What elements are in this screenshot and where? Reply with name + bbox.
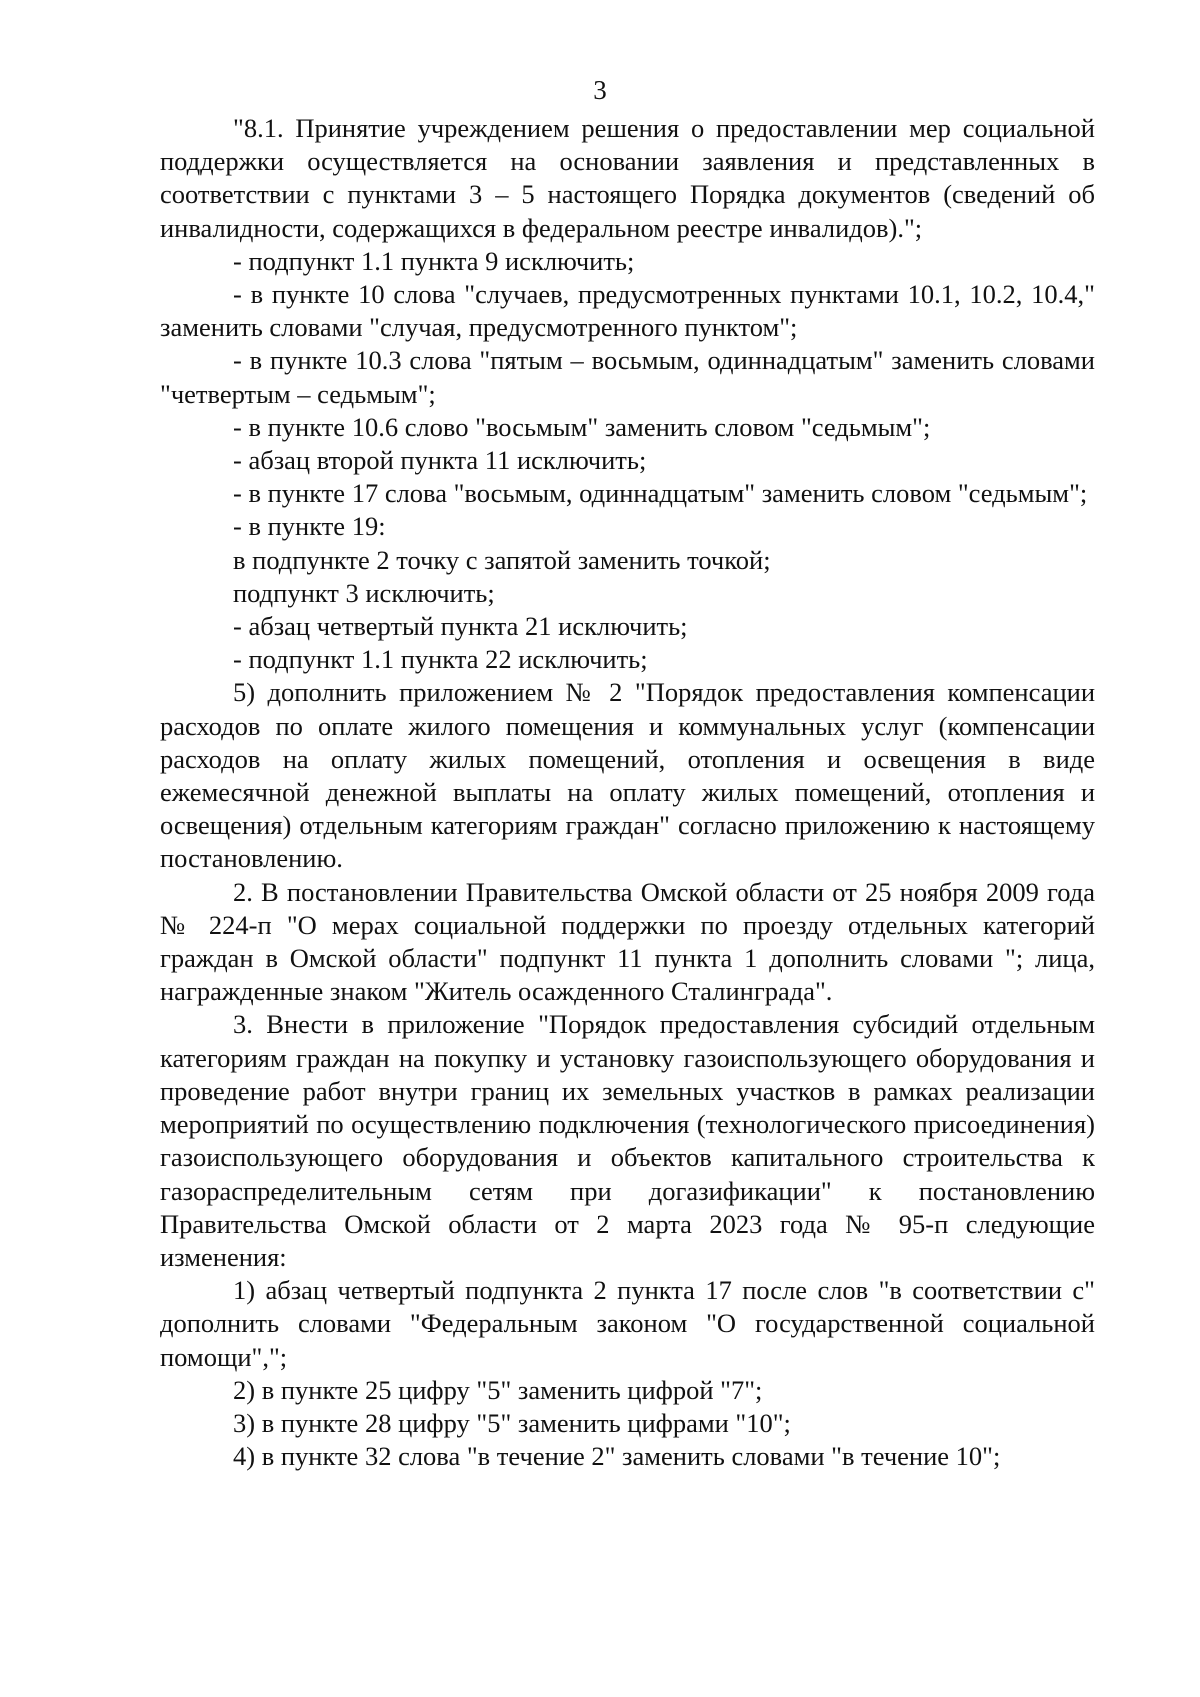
paragraph-item: - в пункте 19:	[233, 511, 386, 542]
paragraph-item: - в пункте 10.6 слово "восьмым" заменить словом "седьмым";	[233, 411, 931, 442]
paragraph-item: в подпункте 2 точку с запятой заменить точкой;	[233, 544, 771, 575]
paragraph-item: - в пункте 10.3 слова "пятым – восьмым, одиннадцатым" заменить словами "четвертым – седьмым";	[160, 345, 1095, 409]
document-body	[160, 112, 1095, 1473]
paragraph-item: - подпункт 1.1 пункта 9 исключить;	[233, 245, 635, 276]
paragraph-section-3: 3. Внести в приложение "Порядок предоставления субсидий отдельным категориям граждан на покупку и установку газоиспользующего оборудования и проведение работ внутри границ их земельных участков в рамках реализации мероприятий по осуществлению подключения (технологического присоединения) газоиспользующего оборудования и объектов капитального строительства к газораспределительным сетям при догазификации" к постановлению Правительства Омской области от 2 марта 2023 года № 95-п следующие изменения:	[160, 1009, 1095, 1272]
paragraph-item-1: 1) абзац четвертый подпункта 2 пункта 17 после слов "в соответствии с" дополнить словами "Федеральным законом "О государственной социальной помощи",";	[160, 1275, 1095, 1372]
paragraph-item-2: 2) в пункте 25 цифру "5" заменить цифрой "7";	[233, 1374, 763, 1405]
paragraph-item-5: 5) дополнить приложением № 2 "Порядок предоставления компенсации расходов по оплате жилого помещения и коммунальных услуг (компенсации расходов на оплату жилых помещений, отопления и освещения в виде ежемесячной денежной выплаты на оплату жилых помещений, отопления и освещения) отдельным категориям граждан" согласно приложению к настоящему постановлению.	[160, 677, 1095, 874]
paragraph-section-2: 2. В постановлении Правительства Омской области от 25 ноября 2009 года № 224-п "О мерах социальной поддержки по проезду отдельных категорий граждан в Омской области" подпункт 11 пункта 1 дополнить словами "; лица, награжденные знаком "Житель осажденного Сталинграда".	[160, 876, 1095, 1007]
paragraph-item-3: 3) в пункте 28 цифру "5" заменить цифрами "10";	[233, 1407, 791, 1438]
paragraph-item-4: 4) в пункте 32 слова "в течение 2" заменить словами "в течение 10";	[233, 1441, 1001, 1472]
paragraph-item: - абзац четвертый пункта 21 исключить;	[233, 611, 688, 642]
paragraph-item: - подпункт 1.1 пункта 22 исключить;	[233, 644, 648, 675]
paragraph-item: - в пункте 17 слова "восьмым, одиннадцатым" заменить словом "седьмым";	[233, 478, 1088, 509]
page-number: 3	[593, 75, 607, 105]
paragraph-item: подпункт 3 исключить;	[233, 577, 495, 608]
paragraph-8-1: "8.1. Принятие учреждением решения о предоставлении мер социальной поддержки осуществляется на основании заявления и представленных в соответствии с пунктами 3 – 5 настоящего Порядка документов (сведений об инвалидности, содержащихся в федеральном реестре инвалидов).";	[160, 113, 1095, 243]
paragraph-item: - абзац второй пункта 11 исключить;	[233, 445, 647, 476]
paragraph-item: - в пункте 10 слова "случаев, предусмотренных пунктами 10.1, 10.2, 10.4," заменить словами "случая, предусмотренного пунктом";	[160, 279, 1095, 343]
